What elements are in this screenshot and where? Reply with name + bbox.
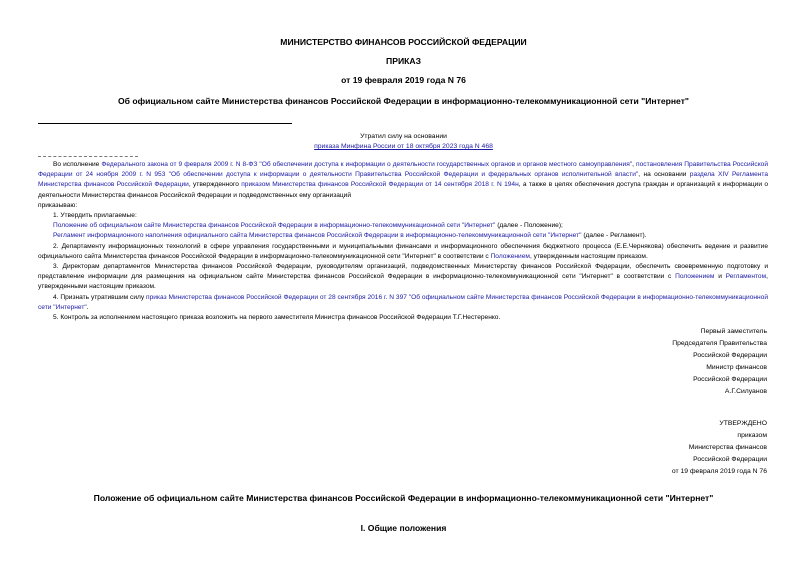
date-number-heading: от 19 февраля 2019 года N 76 bbox=[341, 75, 466, 85]
approval-stamp bbox=[672, 418, 767, 478]
document-title: Об официальном сайте Министерства финансов Российской Федерации в информационно-телекоммуникационной сети "Интернет" bbox=[117, 96, 689, 106]
content-regulation-link[interactable]: Регламент информационного наполнения официального сайта Министерства финансов Российской Федерации в информационно-телекоммуникационной сети "Интернет" bbox=[53, 232, 582, 240]
position-link-p2[interactable]: Положением bbox=[490, 252, 530, 260]
paragraph-1a-text: (далее - Положение); bbox=[495, 222, 563, 230]
paragraph-2-text-1: 2. Департаменту информационных технологий в сфере управления государственными и муниципальными финансами и информационного обеспечения бюджетного процесса (Е.Е.Чернякова) обеспечить ведение и развитие официального сайта Министерства финансов Российской Федерации в информационно-телекоммуникационной сети "Интернет" в соответствии с bbox=[38, 242, 768, 260]
order-word: приказываю: bbox=[38, 201, 78, 209]
paragraph-1b-text: (далее - Регламент). bbox=[581, 232, 647, 240]
regulation-link-p3[interactable]: Регламентом bbox=[725, 273, 767, 281]
paragraph-1a bbox=[38, 221, 768, 231]
paragraph-3 bbox=[38, 262, 768, 293]
intro-text-4: , утвержденного bbox=[188, 181, 242, 189]
paragraph-1: 1. Утвердить прилагаемые: bbox=[53, 212, 137, 220]
approved-line-1: УТВЕРЖДЕНО bbox=[719, 420, 767, 427]
signature-line-3: Российской Федерации bbox=[693, 351, 767, 359]
paragraph-3-text-2: и bbox=[714, 273, 726, 281]
signature-line-5: Российской Федерации bbox=[693, 375, 767, 383]
paragraph-4-text-2: . bbox=[86, 303, 89, 311]
repeal-order-link[interactable]: приказа Минфина России от 18 октября 2023 года N 468 bbox=[314, 143, 493, 150]
title-divider bbox=[38, 123, 292, 124]
intro-text-3: , на основании bbox=[638, 171, 690, 179]
annex-title: Положение об официальном сайте Министерства финансов Российской Федерации в информационно-телекоммуникационной сети "Интернет" bbox=[93, 493, 714, 503]
paragraph-4-text-1: 4. Признать утратившим силу bbox=[53, 293, 147, 301]
signature-block bbox=[672, 326, 767, 397]
doc-type-heading: ПРИКАЗ bbox=[386, 56, 421, 66]
paragraph-4 bbox=[38, 293, 768, 313]
signature-line-2: Председателя Правительства bbox=[672, 339, 767, 347]
section-separator bbox=[38, 156, 138, 157]
signature-line-4: Министр финансов bbox=[706, 363, 767, 371]
paragraph-3-text-3: , утвержденными настоящим приказом. bbox=[38, 273, 768, 291]
approved-line-5: от 19 февраля 2019 года N 76 bbox=[671, 467, 767, 475]
paragraph-3-text-1: 3. Директорам департаментов Министерства финансов Российской Федерации, руководителям организаций, подведомственных Министерству финансов Российской Федерации, обеспечить своевременную подготовку и представление информации для размещения на официальном сайте Министерства финансов Российской Федерации в информационно-телекоммуникационной сети "Интернет" в соответствии с bbox=[38, 263, 768, 281]
approved-line-3: Министерства финансов bbox=[688, 443, 767, 451]
position-link-p3[interactable]: Положением bbox=[675, 273, 715, 281]
document-body bbox=[38, 160, 768, 323]
paragraph-5: 5. Контроль за исполнением настоящего приказа возложить на первого заместителя Министра финансов Российской Федерации Т.Г.Нестеренко. bbox=[53, 314, 501, 322]
approved-line-4: Российской Федерации bbox=[693, 455, 767, 463]
ministry-order-link[interactable]: приказом Министерства финансов Российской Федерации от 14 сентября 2018 г. N 194н bbox=[241, 181, 519, 189]
regulation-position-link[interactable]: Положение об официальном сайте Министерства финансов Российской Федерации в информационно-телекоммуникационной сети "Интернет" bbox=[53, 222, 496, 230]
paragraph-2-text-2: , утвержденным настоящим приказом. bbox=[529, 252, 648, 260]
ministry-heading: МИНИСТЕРСТВО ФИНАНСОВ РОССИЙСКОЙ ФЕДЕРАЦИИ bbox=[280, 37, 527, 47]
status-note: Утратил силу на основании bbox=[360, 133, 447, 140]
federal-law-link[interactable]: Федерального закона от 9 февраля 2009 г. N 8-ФЗ "Об обеспечении доступа к информации о деятельности государственных органов и органов местного самоуправления" bbox=[101, 161, 633, 168]
repealed-order-link[interactable]: приказ Министерства финансов Российской Федерации от 28 сентября 2016 г. N 397 "Об официальном сайте Министерства финансов Российской Федерации в информационно-телекоммуникационной сети "Интернет" bbox=[38, 293, 768, 311]
paragraph-1b bbox=[38, 231, 768, 241]
intro-text-2: , bbox=[632, 161, 637, 168]
signature-line-1: Первый заместитель bbox=[700, 328, 767, 335]
signer-name: А.Г.Силуанов bbox=[724, 387, 767, 395]
intro-text-5: , а также в целях обеспечения доступа граждан и организаций к информации о деятельности Министерства финансов Российской Федерации и подведомственных ему организаций bbox=[38, 181, 768, 199]
annex-section-heading: I. Общие положения bbox=[360, 523, 447, 533]
government-resolution-link[interactable]: постановления Правительства Российской Федерации от 24 ноября 2009 г. N 953 "Об обеспечении доступа к информации о деятельности Правительства Российской Федерации и федеральных органов исполнительной власти" bbox=[38, 161, 768, 179]
regulation-section-link[interactable]: раздела XIV Регламента Министерства финансов Российской Федерации bbox=[38, 171, 769, 189]
intro-text-1: Во исполнение bbox=[53, 161, 102, 168]
status-note-link-wrap bbox=[300, 143, 507, 150]
paragraph-2 bbox=[38, 242, 768, 262]
intro-paragraph bbox=[38, 160, 768, 201]
approved-line-2: приказом bbox=[737, 431, 767, 439]
